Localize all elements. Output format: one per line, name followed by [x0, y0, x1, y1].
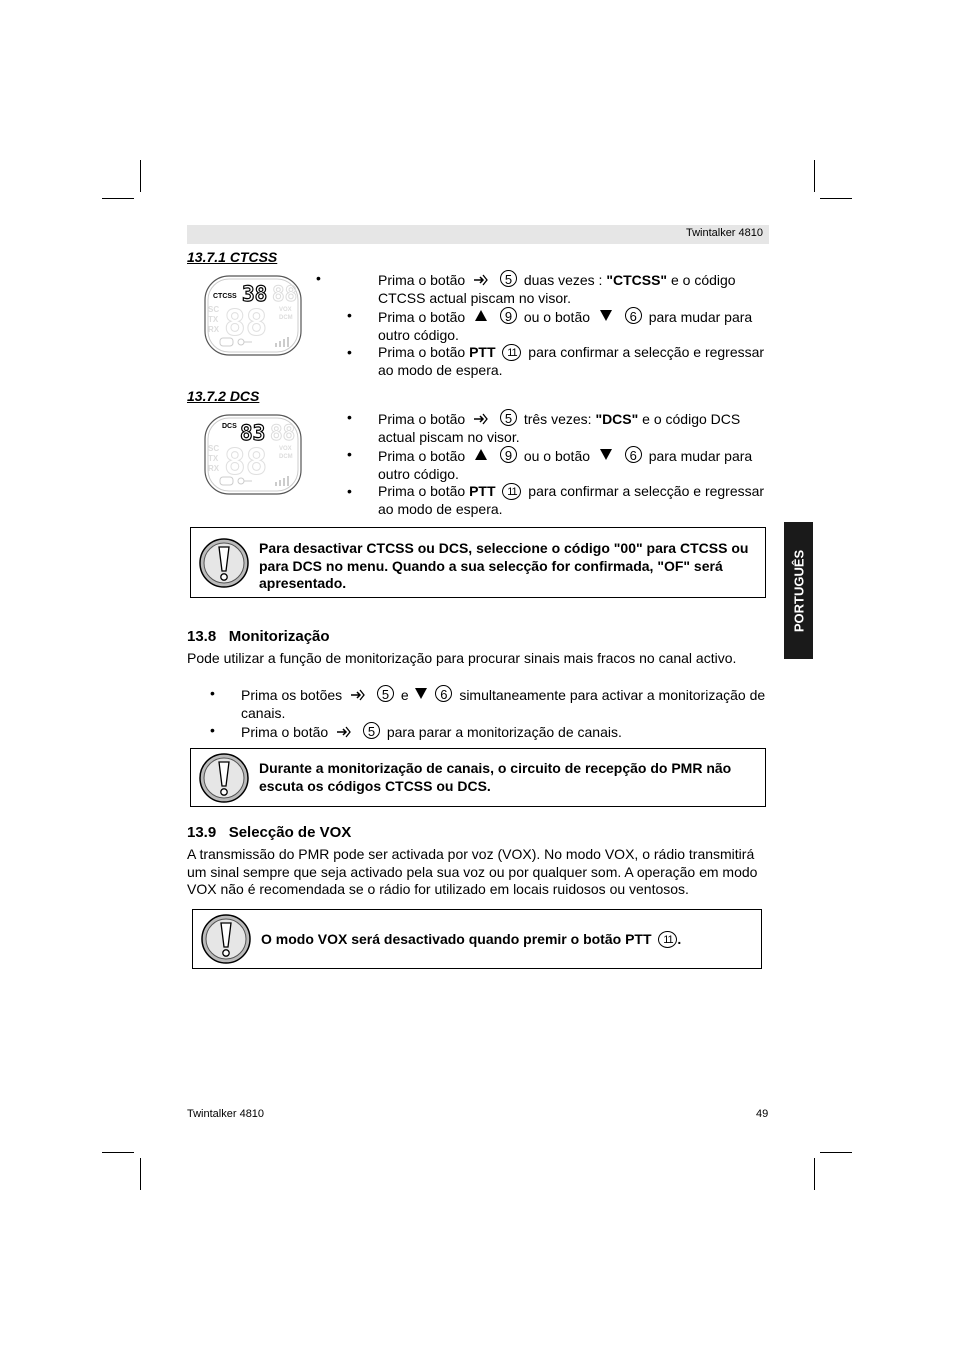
up-arrow-icon — [475, 449, 487, 460]
exclamation-icon — [198, 537, 250, 589]
ctcss-lcd-label: CTCSS — [213, 293, 237, 300]
button-number: 6 — [625, 446, 642, 463]
header-title: Twintalker 4810 — [685, 227, 763, 239]
note-text: Durante a monitorização de canais, o circuito de recepção do PMR não escuta os códigos CTCSS ou DCS. — [259, 760, 732, 794]
list-item: • Prima o botão 9 ou o botão 6 para mudar para outro código. — [347, 446, 753, 482]
svg-text:RX: RX — [208, 464, 220, 473]
crop-mark — [814, 1158, 815, 1190]
enter-key-icon — [473, 273, 489, 287]
button-number: 9 — [500, 446, 517, 463]
monitor-steps — [210, 685, 770, 742]
note-text: Para desactivar CTCSS ou DCS, seleccione o código "00" para CTCSS ou para DCS no menu. Quando a sua selecção for confirmada, "OF" será apresentado. — [259, 540, 749, 591]
dcs-lcd-label: DCS — [222, 423, 237, 430]
dcs-subtitle: 13.7.2 DCS — [187, 388, 260, 404]
svg-text:88: 88 — [224, 303, 268, 344]
svg-text:RX: RX — [208, 325, 220, 334]
list-item: • Prima os botões 5 e 6 simultaneamente para activar a monitorização de canais. — [210, 685, 766, 721]
enter-key-icon — [336, 725, 352, 739]
list-item: • Prima o botão PTT 11 para confirmar a selecção e regressar ao modo de espera. — [347, 344, 765, 378]
crop-mark — [814, 160, 815, 192]
ctcss-lcd-illustration — [204, 275, 302, 356]
button-number: 5 — [500, 270, 517, 287]
ctcss-lcd-digits: 38 — [242, 282, 268, 306]
note-text: O modo VOX será desactivado quando premir o botão PTT 11 . — [261, 931, 682, 947]
crop-mark — [102, 1152, 134, 1153]
list-item: • Prima o botão PTT 11 para confirmar a selecção e regressar ao modo de espera. — [347, 483, 765, 517]
crop-mark — [140, 1158, 141, 1190]
svg-text:TX: TX — [208, 454, 219, 463]
ctcss-subtitle: 13.7.1 CTCSS — [187, 249, 278, 265]
language-tab — [784, 522, 813, 659]
dcs-lcd-digits: 83 — [240, 421, 266, 445]
paragraph: Pode utilizar a função de monitorização para procurar sinais mais fracos no canal activo. — [187, 650, 737, 666]
svg-text:88: 88 — [272, 282, 298, 306]
list-item: • Prima o botão 9 ou o botão 6 para mudar para outro código. — [347, 307, 753, 343]
enter-key-icon — [350, 688, 366, 702]
page-number: 49 — [756, 1108, 769, 1120]
dcs-lcd-illustration — [204, 414, 302, 495]
list-item: • Prima o botão 5 duas vezes : "CTCSS" e o código CTCSS actual piscam no visor. — [316, 270, 736, 306]
button-number: 5 — [377, 685, 394, 702]
crop-mark — [102, 198, 134, 199]
svg-text:88: 88 — [270, 421, 296, 445]
crop-mark — [140, 160, 141, 192]
section-title: 13.9 Selecção de VOX — [187, 824, 352, 841]
button-number: 5 — [363, 722, 380, 739]
svg-text:DCM: DCM — [279, 454, 293, 460]
svg-text:VOX: VOX — [279, 446, 292, 452]
running-header — [187, 225, 769, 244]
svg-text:TX: TX — [208, 315, 219, 324]
language-tab-label: PORTUGUÊS — [791, 549, 806, 632]
dcs-steps — [347, 409, 767, 518]
button-number: 6 — [625, 307, 642, 324]
svg-text:88: 88 — [224, 442, 268, 483]
button-number: 11 — [502, 344, 521, 361]
up-arrow-icon — [475, 310, 487, 321]
button-number: 6 — [435, 685, 452, 702]
crop-mark — [820, 198, 852, 199]
svg-text:VOX: VOX — [279, 307, 292, 313]
svg-text:DCM: DCM — [279, 315, 293, 321]
section-title: 13.8 Monitorização — [187, 628, 330, 645]
svg-text:SC: SC — [208, 305, 220, 314]
exclamation-icon — [200, 913, 252, 965]
button-number: 11 — [502, 483, 521, 500]
note-box — [190, 748, 766, 807]
exclamation-icon — [198, 752, 250, 804]
down-arrow-icon — [600, 449, 612, 460]
button-number: 5 — [500, 409, 517, 426]
crop-mark — [820, 1152, 852, 1153]
paragraph: A transmissão do PMR pode ser activada por voz (VOX). No modo VOX, o rádio transmitirá um sinal sempre que seja activado pela sua voz ou por qualquer som. A operação em modo VOX não é recomendada se o rádio for utilizado em locais ruidosos ou ventosos. — [187, 846, 758, 897]
note-box — [190, 527, 766, 598]
note-box — [192, 909, 762, 969]
list-item: • Prima o botão 5 três vezes: "DCS" e o código DCS actual piscam no visor. — [347, 409, 741, 445]
enter-key-icon — [473, 412, 489, 426]
footer-title: Twintalker 4810 — [187, 1108, 265, 1120]
button-number: 11 — [658, 931, 677, 948]
list-item: • Prima o botão 5 para parar a monitorização de canais. — [210, 722, 622, 740]
ctcss-steps — [316, 270, 767, 379]
svg-text:SC: SC — [208, 444, 220, 453]
down-arrow-icon — [600, 310, 612, 321]
button-number: 9 — [500, 307, 517, 324]
down-arrow-icon — [415, 688, 427, 699]
